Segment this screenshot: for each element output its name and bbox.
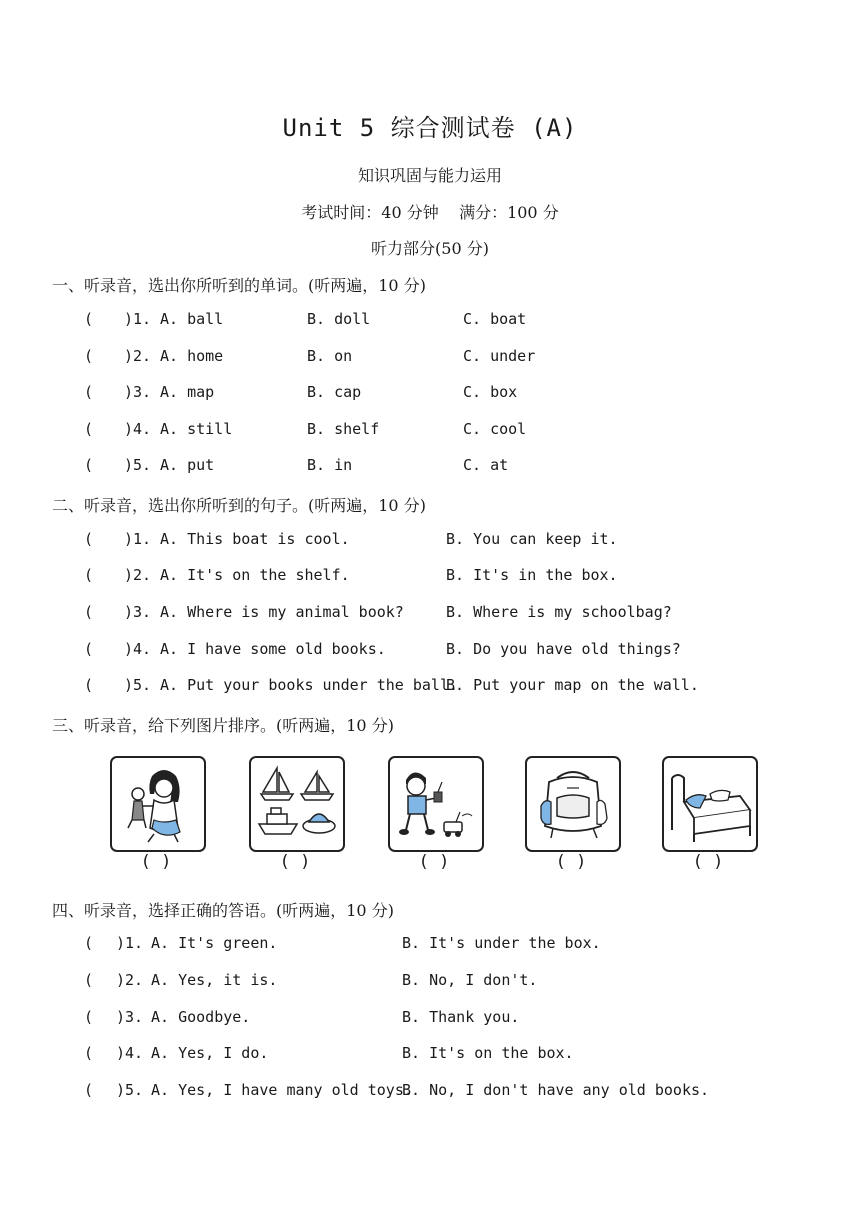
answer-blank[interactable]: ( [84, 456, 94, 474]
question-number: )4. [116, 1044, 144, 1062]
answer-blank[interactable]: ( [84, 310, 94, 328]
option-a: A. Where is my animal book? [160, 603, 404, 621]
answer-blank[interactable]: ( [84, 347, 94, 365]
picture-order-blank[interactable]: ( ) [555, 852, 587, 872]
option-b: B. shelf [307, 420, 380, 438]
option-a: A. ball [160, 310, 224, 328]
subtitle: 知识巩固与能力运用 [357, 166, 502, 185]
section-3-heading: 三、听录音，给下列图片排序。(听两遍，10 分) [52, 716, 394, 735]
answer-blank[interactable]: ( [84, 420, 94, 438]
option-b: B. in [307, 456, 353, 474]
toy-boats-icon [249, 756, 345, 852]
picture-order-blank[interactable]: ( ) [418, 852, 450, 872]
question-number: )4. [124, 420, 152, 438]
schoolbag-icon [525, 756, 621, 852]
picture-order-blank[interactable]: ( ) [140, 852, 172, 872]
answer-blank[interactable]: ( [84, 530, 94, 548]
question-number: )1. [116, 934, 144, 952]
answer-blank[interactable]: ( [84, 1081, 94, 1099]
option-c: C. under [463, 347, 536, 365]
option-a: A. still [160, 420, 233, 438]
question-number: )5. [124, 676, 152, 694]
option-c: C. box [463, 383, 518, 401]
girl-with-doll-icon [110, 756, 206, 852]
option-b: B. cap [307, 383, 362, 401]
option-b: B. Do you have old things? [446, 640, 681, 658]
option-c: C. boat [463, 310, 527, 328]
question-number: )3. [116, 1008, 144, 1026]
option-a: A. Put your books under the ball. [160, 676, 459, 694]
option-a: A. It's green. [151, 934, 278, 952]
answer-blank[interactable]: ( [84, 383, 94, 401]
page-title: Unit 5 综合测试卷 (A) [282, 114, 578, 142]
option-b: B. Where is my schoolbag? [446, 603, 672, 621]
option-b: B. on [307, 347, 353, 365]
option-b: B. It's on the box. [402, 1044, 574, 1062]
section-1-heading: 一、听录音，选出你所听到的单词。(听两遍，10 分) [52, 276, 426, 295]
option-b: B. It's in the box. [446, 566, 618, 584]
answer-blank[interactable]: ( [84, 676, 94, 694]
answer-blank[interactable]: ( [84, 971, 94, 989]
option-a: A. I have some old books. [160, 640, 386, 658]
question-number: )4. [124, 640, 152, 658]
option-a: A. Goodbye. [151, 1008, 251, 1026]
answer-blank[interactable]: ( [84, 640, 94, 658]
picture-order-blank[interactable]: ( ) [279, 852, 311, 872]
question-number: )1. [124, 310, 152, 328]
option-b: B. Thank you. [402, 1008, 520, 1026]
option-a: A. Yes, I have many old toys. [151, 1081, 413, 1099]
answer-blank[interactable]: ( [84, 934, 94, 952]
question-number: )2. [116, 971, 144, 989]
option-a: A. Yes, it is. [151, 971, 278, 989]
option-b: B. Put your map on the wall. [446, 676, 699, 694]
question-number: )1. [124, 530, 152, 548]
option-a: A. Yes, I do. [151, 1044, 269, 1062]
question-number: )3. [124, 603, 152, 621]
option-a: A. home [160, 347, 224, 365]
option-a: A. put [160, 456, 215, 474]
listening-part-heading: 听力部分(50 分) [371, 239, 489, 258]
option-a: A. map [160, 383, 215, 401]
picture-row [110, 756, 760, 876]
section-2-heading: 二、听录音，选出你所听到的句子。(听两遍，10 分) [52, 496, 426, 515]
question-number: )3. [124, 383, 152, 401]
answer-blank[interactable]: ( [84, 1044, 94, 1062]
answer-blank[interactable]: ( [84, 1008, 94, 1026]
section-4-heading: 四、听录音，选择正确的答语。(听两遍，10 分) [52, 901, 394, 920]
option-b: B. doll [307, 310, 371, 328]
question-number: )5. [124, 456, 152, 474]
question-number: )5. [116, 1081, 144, 1099]
question-number: )2. [124, 347, 152, 365]
question-number: )2. [124, 566, 152, 584]
option-a: A. This boat is cool. [160, 530, 350, 548]
option-c: C. cool [463, 420, 527, 438]
option-b: B. No, I don't. [402, 971, 538, 989]
exam-info: 考试时间：40 分钟 满分：100 分 [301, 203, 559, 222]
option-b: B. You can keep it. [446, 530, 618, 548]
option-c: C. at [463, 456, 509, 474]
boy-with-toy-car-icon [388, 756, 484, 852]
option-a: A. It's on the shelf. [160, 566, 350, 584]
option-b: B. It's under the box. [402, 934, 601, 952]
answer-blank[interactable]: ( [84, 603, 94, 621]
picture-order-blank[interactable]: ( ) [692, 852, 724, 872]
bed-icon [662, 756, 758, 852]
answer-blank[interactable]: ( [84, 566, 94, 584]
option-b: B. No, I don't have any old books. [402, 1081, 710, 1099]
